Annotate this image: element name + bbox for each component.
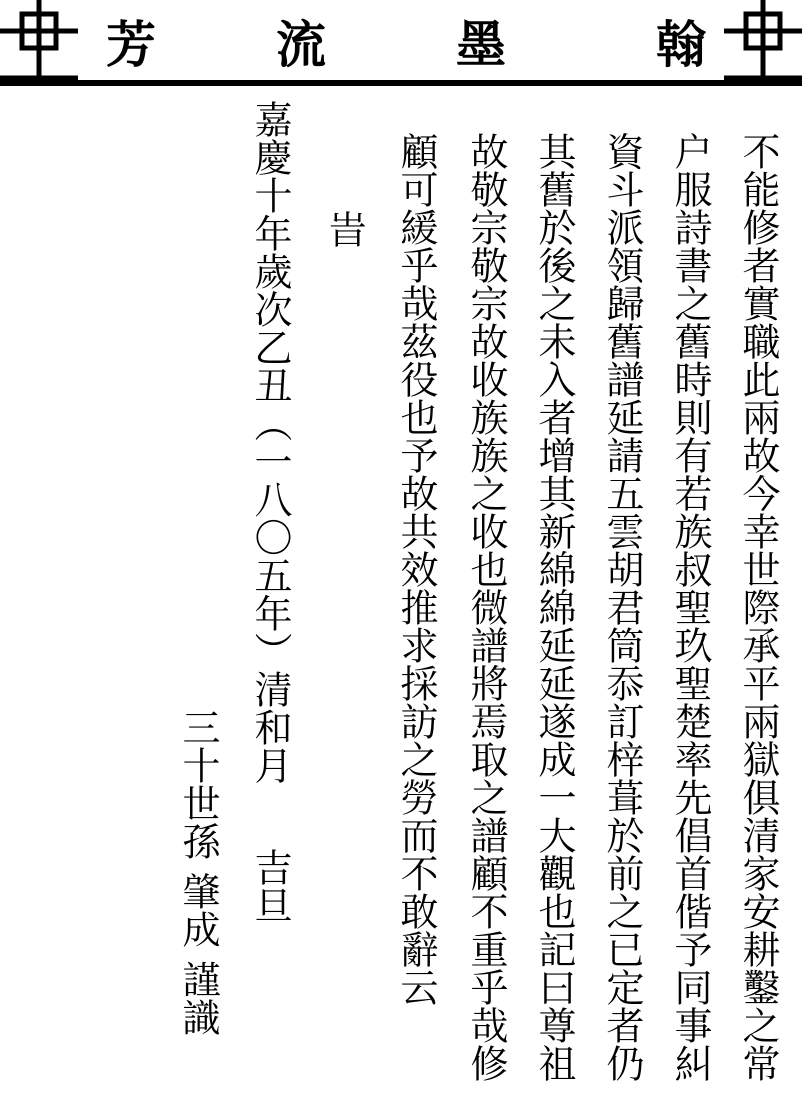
text-column-6: 顧可緩乎哉茲役也予故共效推求採訪之勞而不敢辭云 [394, 132, 438, 1006]
text-column-5: 故敬宗敬宗故收族族之收也微譜將焉取之譜顧不重乎哉修 [464, 132, 508, 1082]
signature-line: 三十世孫 肇成 謹識 [176, 708, 220, 1037]
header-title-char-3: 流 [276, 15, 326, 74]
text-column-2: 户服詩書之舊時則有若族叔聖玖聖楚率先倡首偕予同事糾 [668, 132, 712, 1082]
header-title-char-2: 墨 [456, 15, 506, 74]
header-title-char-1: 翰 [656, 15, 706, 74]
fret-corner-ornament-left [0, 0, 78, 80]
text-column-1: 不能修者實職此兩故今幸世際承平兩獄俱清家安耕鑿之常 [736, 132, 780, 1082]
text-column-4: 其舊於後之未入者增其新綿綿延延遂成一大觀也記曰尊祖 [532, 132, 576, 1082]
page-header [0, 0, 802, 86]
date-line: 嘉慶十年歲次乙丑（一八〇五年）清和月 [248, 100, 292, 784]
fret-corner-ornament-right [724, 0, 802, 80]
auspicious-day: 吉旦 [248, 848, 292, 924]
time-marker-char: 旹 [322, 210, 366, 248]
header-title-char-4: 芳 [106, 15, 156, 74]
text-column-3: 資斗派領歸舊譜延請五雲胡君筒忝訂梓葺於前之已定者仍 [600, 132, 644, 1082]
